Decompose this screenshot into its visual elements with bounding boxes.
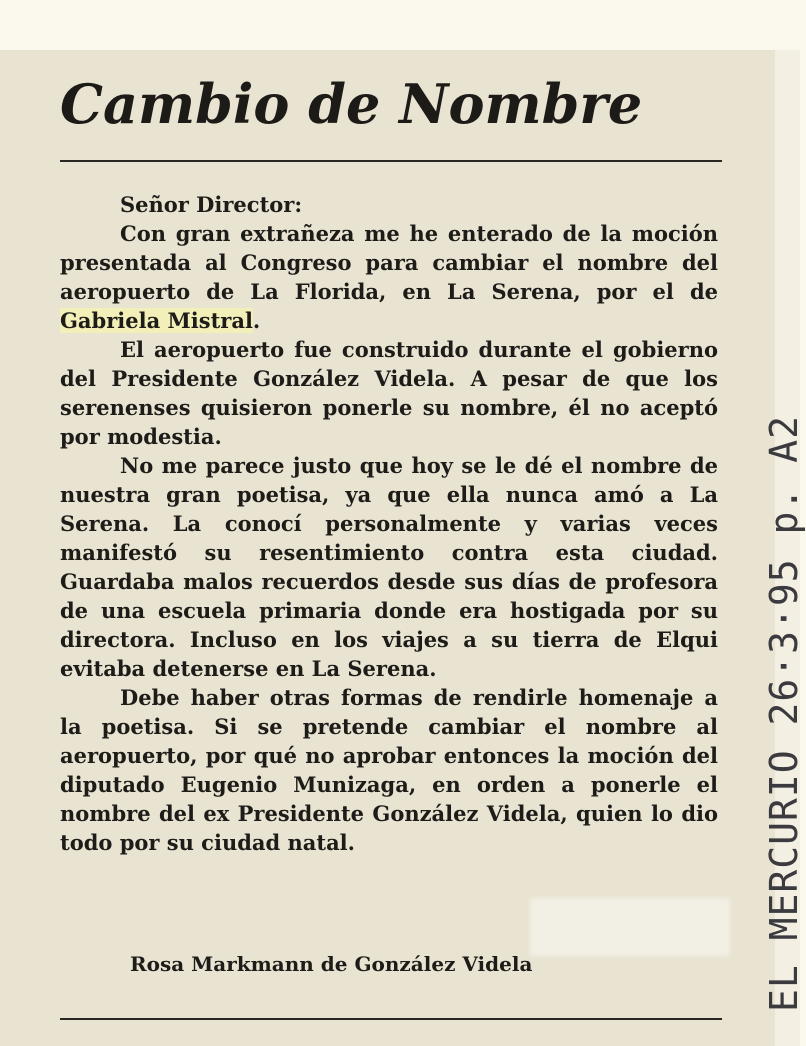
paragraph-1-text: Con gran extrañeza me he enterado de la moción presentada al Congreso para cambiar el nombre del aeropuerto de La Florida, en La Serena, por el de bbox=[60, 221, 718, 304]
paragraph-1-end: . bbox=[252, 308, 261, 333]
highlighted-name: Gabriela Mistral bbox=[60, 308, 253, 333]
bottom-rule bbox=[60, 1018, 722, 1020]
paper-patch bbox=[530, 898, 730, 956]
paragraph-1 bbox=[60, 219, 718, 335]
paragraph-3: No me parece justo que hoy se le dé el nombre de nuestra gran poetisa, ya que ella nunca amó a La Serena. La conocí personalmente y varias veces manifestó su resentimiento contra esta ciudad. Guardaba malos recuerdos desde sus días de profesora de una escuela primaria donde era hostigada por su directora. Incluso en los viajes a su tierra de Elqui evitaba detenerse en La Serena. bbox=[60, 453, 718, 681]
salutation: Señor Director: bbox=[120, 192, 303, 217]
signature: Rosa Markmann de González Videla bbox=[130, 952, 533, 976]
paragraph-4: Debe haber otras formas de rendirle homenaje a la poetisa. Si se pretende cambiar el nombre al aeropuerto, por qué no aprobar entonces la moción del diputado Eugenio Munizaga, en orden a ponerle el nombre del ex Presidente González Videla, quien lo dio todo por su ciudad natal. bbox=[60, 685, 718, 855]
letter-body bbox=[60, 190, 718, 857]
paragraph-2: El aeropuerto fue construido durante el gobierno del Presidente González Videla. A pesar de que los serenenses quisieron ponerle su nombre, él no aceptó por modestia. bbox=[60, 337, 718, 449]
handwritten-source-note: EL MERCURIO 26·3·95 p. A2 bbox=[762, 415, 806, 1012]
headline: Cambio de Nombre bbox=[60, 72, 643, 136]
top-rule bbox=[60, 160, 722, 162]
